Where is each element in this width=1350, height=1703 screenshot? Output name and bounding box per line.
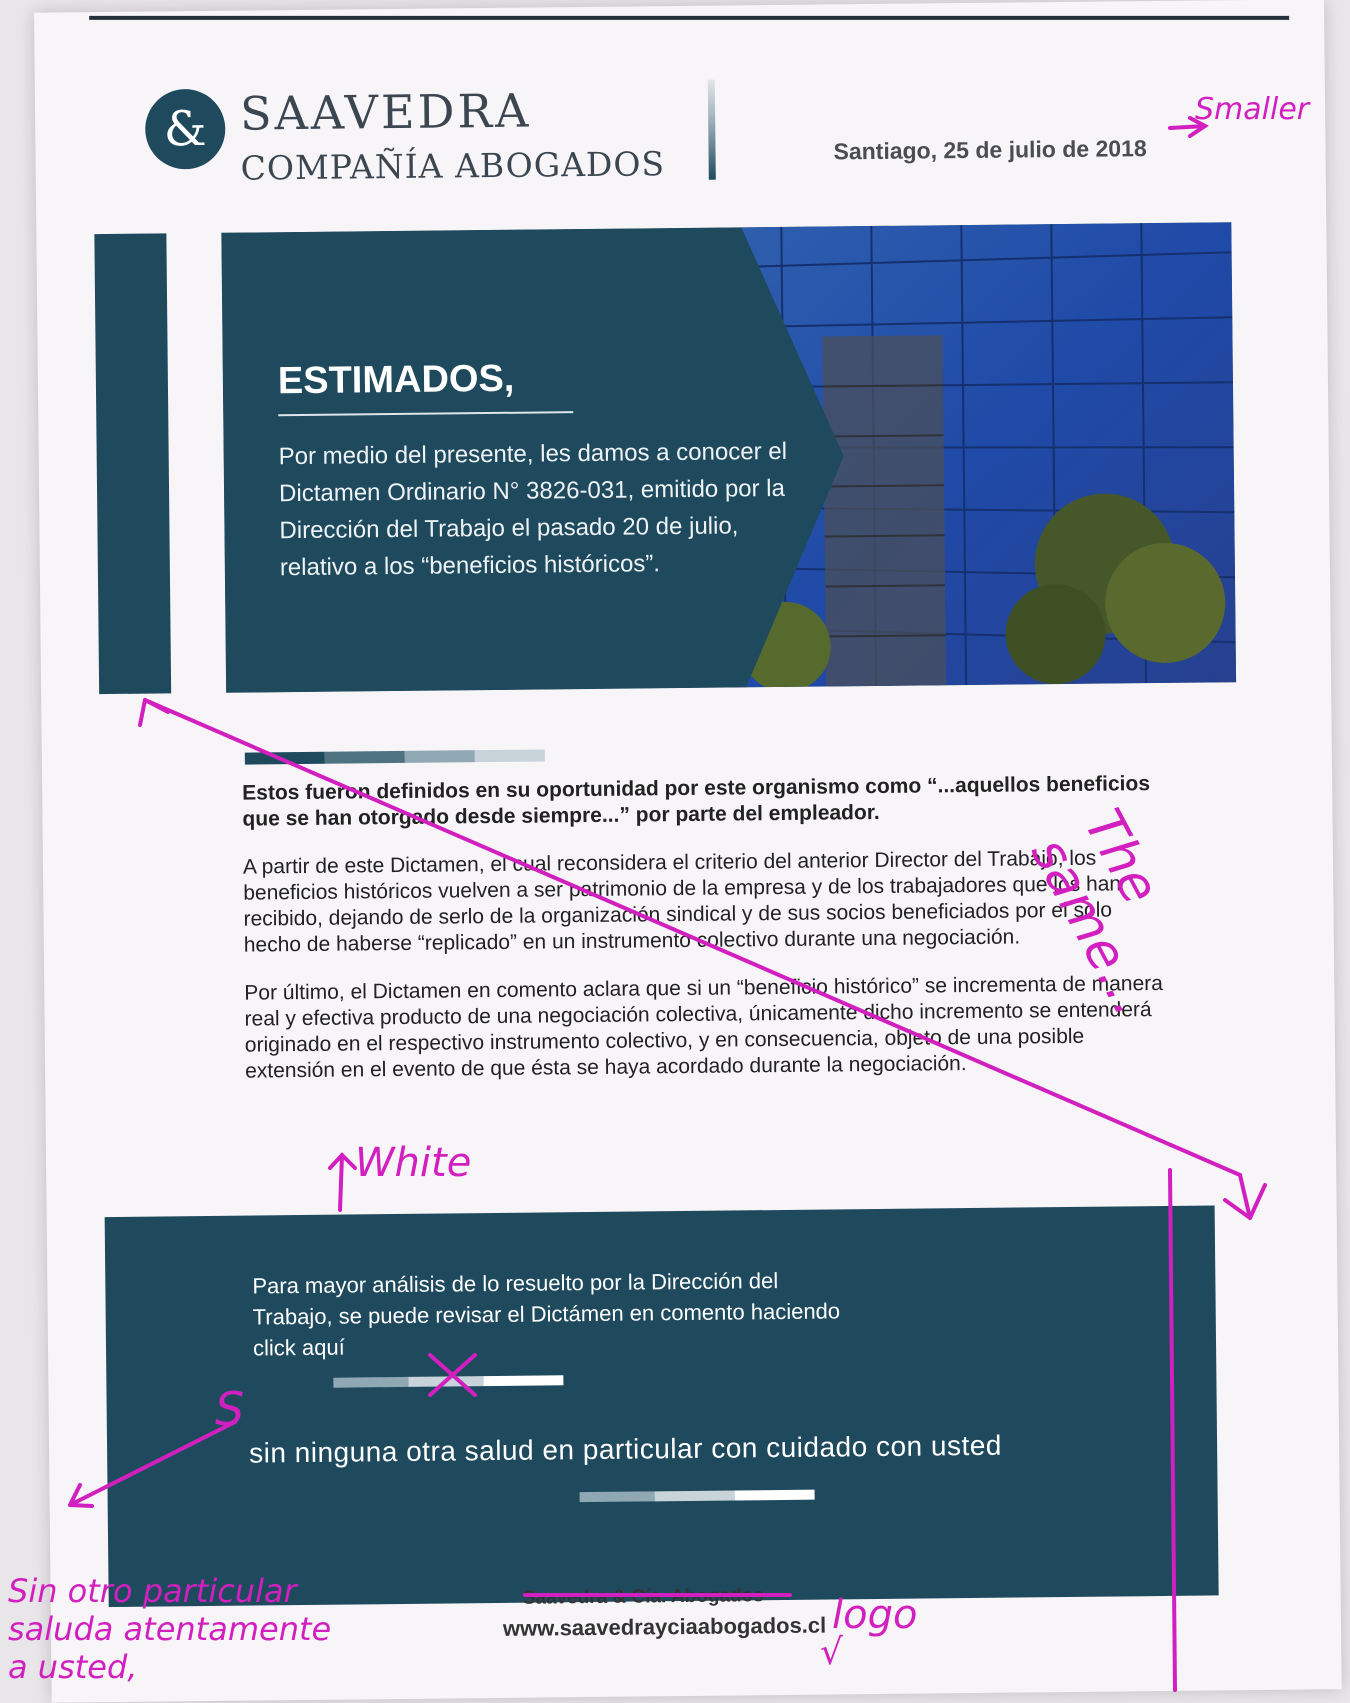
lead-paragraph: Estos fueron definidos en su oportunidad por este organismo como “...aquellos beneficios que se han otorgado desde siempre...” por parte del empleador.	[242, 772, 1151, 831]
firm-name: Saavedra & Cía. Abogados	[522, 1585, 764, 1609]
note-s: S	[215, 1382, 245, 1436]
arrow-head-right	[1225, 1175, 1265, 1218]
closing-line: sin ninguna otra salud en particular con cuidado con usted	[248, 1429, 1003, 1469]
logo-mark: &	[163, 100, 207, 158]
note-line: saluda atentamente	[8, 1610, 332, 1648]
note-white: White	[355, 1140, 472, 1186]
note-check: √	[820, 1632, 843, 1673]
cross-mark	[430, 1355, 475, 1395]
note-the-same: The same...	[1019, 800, 1171, 1026]
note-line: a usted,	[8, 1648, 138, 1686]
arrow-to-note	[70, 1422, 235, 1506]
note-smaller: Smaller	[1195, 92, 1310, 127]
hero-body: Por medio del presente, les damos a conocer el Dictamen Ordinario N° 3826-031, emitido por la Dirección del Trabajo el pasado 20 de julio, relativo a los “beneficios históricos”.	[278, 437, 788, 582]
firm-website[interactable]: www.saavedrayciaabogados.cl	[502, 1612, 827, 1641]
note-line: Sin otro particular	[8, 1572, 297, 1610]
note-salutation	[8, 1572, 331, 1686]
brand-subtitle: COMPAÑÍA ABOGADOS	[240, 144, 666, 188]
note-logo: logo	[832, 1592, 918, 1638]
arrow-head-left	[140, 700, 168, 725]
footer-body: Para mayor análisis de lo resuelto por la Dirección del Trabajo, se puede revisar el Dictámen en comento haciendo click aquí	[252, 1268, 841, 1361]
vertical-rule-mark	[1170, 1170, 1175, 1690]
hero-greeting: ESTIMADOS,	[277, 357, 515, 403]
body-paragraph: Por último, el Dictamen en comento aclara que si un “beneficio histórico” se incrementa de manera real y efectiva producto de una negociación colectiva, únicamente dicho incremento se entenderá originado en el respectivo instrumento colectivo, y en consecuencia, objeto de una posible extensión en el evento de que ésta se haya acordado durante la negociación.	[244, 971, 1164, 1083]
arrow-to-text	[330, 1155, 355, 1210]
document-date: Santiago, 25 de julio de 2018	[833, 135, 1147, 165]
brand-name: SAAVEDRA	[239, 83, 532, 141]
body-paragraph: A partir de este Dictamen, el cual reconsidera el criterio del anterior Director del Trabajo, los beneficios históricos vuelven a ser patrimonio de la empresa y de los trabajadores que los han recibido, dejando de serlo de la organización sindical y de sus socios beneficiados por el solo hecho de haberse “replicado” en un instrumento colectivo durante una negociación.	[242, 846, 1122, 957]
